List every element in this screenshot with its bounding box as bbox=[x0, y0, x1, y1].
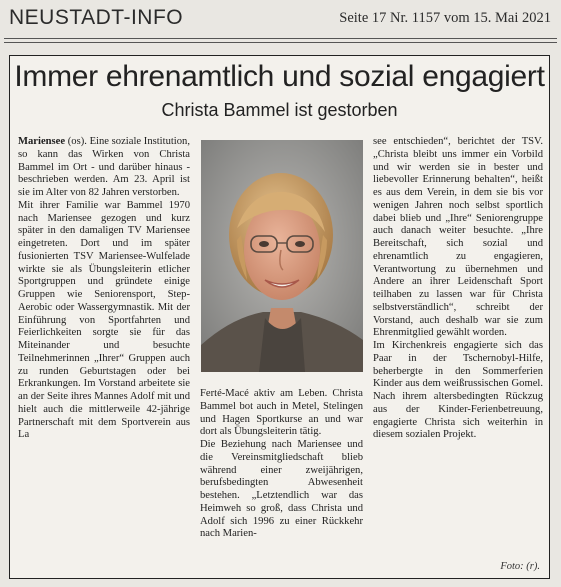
article-headline: Immer ehrenamtlich und sozial engagiert bbox=[14, 60, 545, 93]
article-paragraph: see entschieden“, berichtet der TSV. „Christa bleibt uns immer ein Vorbild und wir werden sie in bester und liebevoller Erinnerung behalten“, heißt es aus dem Verein, in dem sie bis vor wenigen Jahren noch selbst sportlich dabei blieb und „Ihre“ Seniorengruppe auch danach weiter besuchte. „Ihre Bereitschaft, sich sozial und ehrenamtlich zu engagieren, Verantwortung zu übernehmen und Andere an ihrer Leidenschaft Sport teilhaben zu lassen war für Christa selbstverständlich“, schreibt der Vorstand, auch deshalb war sie zum Ehrenmitglied gewählt worden. bbox=[373, 136, 543, 339]
paragraph-text: (os). Eine soziale Institution, so kann das Wirken von Christa Bammel im Ort - und darüber hinaus - beschrieben werden. Am 23. April ist sie im Alter von 82 Jahren verstorben. bbox=[18, 136, 190, 198]
article-column-2 bbox=[200, 388, 363, 541]
article-frame bbox=[9, 55, 550, 579]
article-paragraph: Ferté-Macé aktiv am Leben. Christa Bammel bot auch in Metel, Stelingen und Hagen Sportkurse an und war dort als Übungsleiterin tätig. bbox=[200, 388, 363, 438]
portrait-photo bbox=[201, 140, 363, 372]
photo-credit: Foto: (r). bbox=[500, 561, 540, 572]
portrait-illustration bbox=[201, 140, 363, 372]
article-paragraph: Mit ihrer Familie war Bammel 1970 nach Mariensee gezogen und kurz später in den damaligen TV Mariensee eingetreten. Dort und im später fusionierten TSV Mariensee-Wulfelade wirkte sie als Übungsleiterin etlicher Sportgruppen und gründete einige Gruppen wie Seniorensport, Step-Aerobic oder Wassergymnastik. Mit der Einführung von Sportfahrten und Feierlichkeiten sorgte sie für das Miteinander und besuchte Teilnehmerinnen „Ihrer“ Gruppen auch zu runden Geburtstagen oder bei Erkrankungen. Im Vorstand arbeitete sie an der Seite ihres Mannes Adolf mit und hielt auch die mittlerweile 42-jährige Partnerschaft mit dem Sportverein aus La bbox=[18, 199, 190, 441]
article-column-1 bbox=[18, 136, 190, 442]
article-paragraph bbox=[18, 136, 190, 200]
article-paragraph: Im Kirchenkreis engagierte sich das Paar in der Tschernobyl-Hilfe, beherbergte in den Sommerferien Kinder aus dem weißrussischen Gomel. Nach ihrem altersbedingten Rückzug aus der Kinder-Ferienbetreuung, engagierte Christa sich weiterhin in diesem sozialen Projekt. bbox=[373, 340, 543, 441]
article-column-3 bbox=[373, 136, 543, 442]
dateline: Mariensee bbox=[18, 136, 66, 147]
masthead bbox=[0, 0, 561, 38]
masthead-rule-bottom bbox=[4, 42, 557, 43]
article-subheadline: Christa Bammel ist gestorben bbox=[161, 100, 398, 120]
masthead-rule-top bbox=[4, 38, 557, 39]
article-paragraph: Die Beziehung nach Mariensee und die Vereinsmitgliedschaft blieb während einer zweijährigen, berufsbedingten Abwesenheit bestehen. „Letztendlich war das Heimweh so groß, dass Christa und Adolf sich 1996 zu einer Rückkehr nach Marien- bbox=[200, 439, 363, 540]
publication-name: NEUSTADT-INFO bbox=[9, 6, 184, 29]
issue-info: Seite 17 Nr. 1157 vom 15. Mai 2021 bbox=[339, 10, 551, 26]
